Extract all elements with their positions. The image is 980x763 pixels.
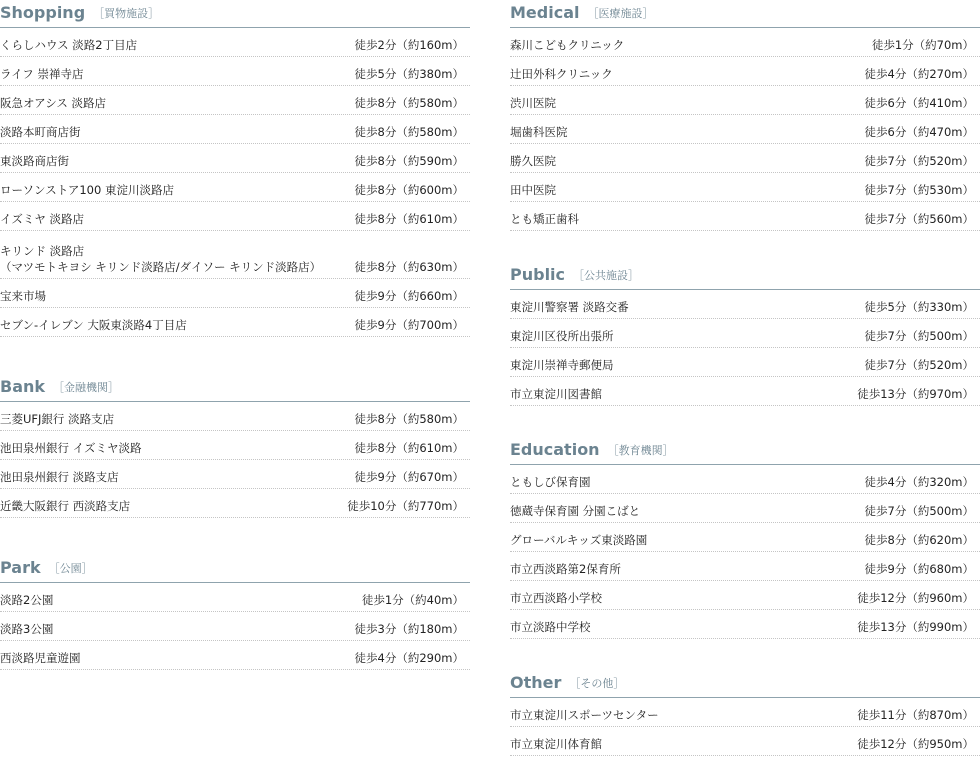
facility-name bbox=[510, 211, 579, 227]
walking-distance: 徒歩6分（約470m） bbox=[864, 125, 974, 139]
walking-distance: 徒歩7分（約520m） bbox=[864, 358, 974, 372]
list-item bbox=[0, 144, 470, 173]
facility-name bbox=[0, 650, 81, 666]
walking-distance: 徒歩7分（約520m） bbox=[864, 154, 974, 168]
facility-name-line: 淡路本町商店街 bbox=[0, 125, 81, 139]
facility-name-line: 徳蔵寺保育園 分園こばと bbox=[510, 504, 641, 518]
facility-name bbox=[0, 153, 69, 169]
list-item bbox=[0, 202, 470, 231]
facility-name-line: 渋川医院 bbox=[510, 96, 556, 110]
walking-distance: 徒歩7分（約530m） bbox=[864, 183, 974, 197]
facility-name-line: 東淀川区役所出張所 bbox=[510, 329, 614, 343]
facility-name bbox=[510, 707, 659, 723]
walking-distance: 徒歩8分（約590m） bbox=[354, 154, 464, 168]
facility-name-line: とも矯正歯科 bbox=[510, 212, 579, 226]
facility-name bbox=[510, 736, 602, 752]
facility-name bbox=[510, 95, 556, 111]
facility-name bbox=[0, 95, 106, 111]
section-other bbox=[510, 670, 980, 756]
list-item bbox=[510, 57, 980, 86]
list-item bbox=[510, 115, 980, 144]
section-bank bbox=[0, 374, 470, 518]
facility-name-line: 森川こどもクリニック bbox=[510, 38, 625, 52]
list-item bbox=[0, 308, 470, 337]
facility-name-line: 市立淡路中学校 bbox=[510, 620, 591, 634]
walking-distance: 徒歩4分（約270m） bbox=[864, 67, 974, 81]
list-item bbox=[510, 28, 980, 57]
list-item bbox=[0, 173, 470, 202]
facility-name-line: グローバルキッズ東淡路園 bbox=[510, 533, 648, 547]
section-subtitle: ［公共施設］ bbox=[573, 269, 640, 282]
facility-name bbox=[510, 37, 624, 53]
walking-distance: 徒歩8分（約610m） bbox=[354, 212, 464, 226]
facility-name-line: 淡路3公園 bbox=[0, 622, 54, 636]
facility-name-line: 池田泉州銀行 イズミヤ淡路 bbox=[0, 441, 142, 455]
section-title: Public bbox=[510, 265, 566, 284]
list-item bbox=[0, 231, 470, 279]
section-title: Education bbox=[510, 440, 600, 459]
walking-distance: 徒歩5分（約380m） bbox=[354, 67, 464, 81]
walking-distance: 徒歩7分（約500m） bbox=[864, 329, 974, 343]
facility-name-line: 市立東淀川スポーツセンター bbox=[510, 708, 659, 722]
facility-name-line: 西淡路児童遊園 bbox=[0, 651, 81, 665]
list-item bbox=[0, 641, 470, 670]
facility-name bbox=[0, 211, 84, 227]
section-gap bbox=[0, 518, 470, 555]
walking-distance: 徒歩7分（約500m） bbox=[864, 504, 974, 518]
section-gap bbox=[510, 231, 980, 262]
facility-name bbox=[0, 621, 53, 637]
facility-name bbox=[510, 66, 613, 82]
walking-distance: 徒歩12分（約960m） bbox=[857, 591, 974, 605]
facility-name bbox=[510, 299, 629, 315]
walking-distance: 徒歩11分（約870m） bbox=[857, 708, 974, 722]
list-item bbox=[510, 86, 980, 115]
list-item bbox=[510, 319, 980, 348]
facility-name-line: 勝久医院 bbox=[510, 154, 556, 168]
facility-name-line: イズミヤ 淡路店 bbox=[0, 212, 85, 226]
facility-name-line: セブン-イレブン 大阪東淡路4丁目店 bbox=[0, 318, 187, 332]
list-item bbox=[510, 173, 980, 202]
section-subtitle: ［買物施設］ bbox=[93, 7, 160, 20]
list-item bbox=[510, 377, 980, 406]
list-item bbox=[510, 610, 980, 639]
walking-distance: 徒歩10分（約770m） bbox=[347, 499, 464, 513]
walking-distance: 徒歩3分（約180m） bbox=[354, 622, 464, 636]
walking-distance: 徒歩9分（約700m） bbox=[354, 318, 464, 332]
section-gap bbox=[510, 406, 980, 437]
section-header bbox=[510, 0, 980, 28]
facility-name bbox=[0, 66, 83, 82]
section-education bbox=[510, 437, 980, 639]
facility-name bbox=[0, 243, 321, 275]
walking-distance: 徒歩13分（約990m） bbox=[857, 620, 974, 634]
section-public bbox=[510, 262, 980, 406]
facility-name-line: 宝来市場 bbox=[0, 289, 46, 303]
list-item bbox=[510, 290, 980, 319]
section-title: Other bbox=[510, 673, 562, 692]
walking-distance: 徒歩8分（約620m） bbox=[864, 533, 974, 547]
facility-name-line: 市立西淡路第2保育所 bbox=[510, 562, 621, 576]
facility-name-line: 辻田外科クリニック bbox=[510, 67, 613, 81]
walking-distance: 徒歩6分（約410m） bbox=[864, 96, 974, 110]
list-item bbox=[510, 727, 980, 756]
walking-distance: 徒歩13分（約970m） bbox=[857, 387, 974, 401]
walking-distance: 徒歩8分（約610m） bbox=[354, 441, 464, 455]
walking-distance: 徒歩4分（約290m） bbox=[354, 651, 464, 665]
section-subtitle: ［教育機関］ bbox=[607, 444, 674, 457]
list-item bbox=[510, 523, 980, 552]
facility-name-line: 近畿大阪銀行 西淡路支店 bbox=[0, 499, 131, 513]
section-subtitle: ［金融機関］ bbox=[53, 381, 120, 394]
list-item bbox=[510, 202, 980, 231]
walking-distance: 徒歩8分（約580m） bbox=[354, 412, 464, 426]
facility-name-line: ライフ 崇禅寺店 bbox=[0, 67, 84, 81]
facility-name-line: キリンド 淡路店 bbox=[0, 244, 85, 258]
facility-name bbox=[0, 37, 137, 53]
section-title: Park bbox=[0, 558, 41, 577]
left-column bbox=[0, 0, 470, 670]
list-item bbox=[510, 465, 980, 494]
facility-name bbox=[510, 590, 602, 606]
walking-distance: 徒歩8分（約580m） bbox=[354, 96, 464, 110]
facility-name bbox=[510, 182, 556, 198]
walking-distance: 徒歩9分（約680m） bbox=[864, 562, 974, 576]
facility-name bbox=[510, 561, 621, 577]
facility-name bbox=[0, 498, 130, 514]
section-shopping bbox=[0, 0, 470, 337]
facility-name bbox=[0, 182, 174, 198]
section-header bbox=[510, 437, 980, 465]
facility-name bbox=[0, 288, 46, 304]
walking-distance: 徒歩8分（約630m） bbox=[354, 260, 464, 274]
walking-distance: 徒歩7分（約560m） bbox=[864, 212, 974, 226]
walking-distance: 徒歩2分（約160m） bbox=[354, 38, 464, 52]
facility-name bbox=[0, 592, 53, 608]
list-item bbox=[510, 348, 980, 377]
facility-name-line: 東淀川警察署 淡路交番 bbox=[510, 300, 629, 314]
facility-name-line: くらしハウス 淡路2丁目店 bbox=[0, 38, 138, 52]
section-park bbox=[0, 555, 470, 670]
walking-distance: 徒歩8分（約580m） bbox=[354, 125, 464, 139]
facility-name-line: 淡路2公園 bbox=[0, 593, 54, 607]
walking-distance: 徒歩5分（約330m） bbox=[864, 300, 974, 314]
walking-distance: 徒歩4分（約320m） bbox=[864, 475, 974, 489]
list-item bbox=[0, 279, 470, 308]
facility-name-line: ともしび保育園 bbox=[510, 475, 591, 489]
facility-name-line: 田中医院 bbox=[510, 183, 556, 197]
walking-distance: 徒歩1分（約40m） bbox=[361, 593, 464, 607]
walking-distance: 徒歩1分（約70m） bbox=[871, 38, 974, 52]
facility-name bbox=[0, 411, 114, 427]
facility-name bbox=[510, 124, 568, 140]
list-item bbox=[510, 144, 980, 173]
section-title: Bank bbox=[0, 377, 46, 396]
facility-name bbox=[510, 386, 602, 402]
facility-name-line: ローソンストア100 東淀川淡路店 bbox=[0, 183, 174, 197]
list-item bbox=[510, 581, 980, 610]
facility-name-line: 三菱UFJ銀行 淡路支店 bbox=[0, 412, 115, 426]
section-medical bbox=[510, 0, 980, 231]
list-item bbox=[510, 494, 980, 523]
walking-distance: 徒歩9分（約660m） bbox=[354, 289, 464, 303]
facility-name bbox=[510, 328, 614, 344]
facility-name-line: 東淀川崇禅寺郵便局 bbox=[510, 358, 614, 372]
list-item bbox=[0, 431, 470, 460]
list-item bbox=[0, 115, 470, 144]
list-item bbox=[0, 460, 470, 489]
section-header bbox=[0, 555, 470, 583]
section-header bbox=[0, 374, 470, 402]
facility-name-line: 市立東淀川図書館 bbox=[510, 387, 602, 401]
facility-name bbox=[510, 153, 556, 169]
section-title: Shopping bbox=[0, 3, 86, 22]
facility-name-line: 池田泉州銀行 淡路支店 bbox=[0, 470, 119, 484]
list-item bbox=[0, 402, 470, 431]
section-header bbox=[510, 262, 980, 290]
section-subtitle: ［公園］ bbox=[48, 562, 93, 575]
facility-name-detail: （マツモトキヨシ キリンド淡路店/ダイソー キリンド淡路店） bbox=[0, 260, 322, 274]
section-gap bbox=[510, 639, 980, 670]
facility-name-line: 市立東淀川体育館 bbox=[510, 737, 602, 751]
section-header bbox=[0, 0, 470, 28]
section-subtitle: ［その他］ bbox=[569, 677, 625, 690]
facility-name bbox=[510, 503, 640, 519]
walking-distance: 徒歩8分（約600m） bbox=[354, 183, 464, 197]
section-title: Medical bbox=[510, 3, 580, 22]
list-item bbox=[0, 28, 470, 57]
right-column bbox=[510, 0, 980, 756]
facility-name-line: 阪急オアシス 淡路店 bbox=[0, 96, 107, 110]
facility-name-line: 堀歯科医院 bbox=[510, 125, 568, 139]
facility-name bbox=[510, 474, 591, 490]
section-subtitle: ［医療施設］ bbox=[587, 7, 654, 20]
facility-name bbox=[0, 317, 187, 333]
facility-name bbox=[510, 357, 614, 373]
facility-name bbox=[0, 469, 119, 485]
walking-distance: 徒歩12分（約950m） bbox=[857, 737, 974, 751]
facility-name bbox=[510, 532, 647, 548]
facility-name bbox=[0, 440, 142, 456]
list-item bbox=[0, 583, 470, 612]
section-gap bbox=[0, 337, 470, 374]
list-item bbox=[510, 698, 980, 727]
facility-name bbox=[510, 619, 591, 635]
facility-name-line: 市立西淡路小学校 bbox=[510, 591, 602, 605]
list-item bbox=[0, 612, 470, 641]
list-item bbox=[0, 57, 470, 86]
list-item bbox=[510, 552, 980, 581]
facility-name-line: 東淡路商店街 bbox=[0, 154, 69, 168]
facility-name bbox=[0, 124, 81, 140]
list-item bbox=[0, 489, 470, 518]
list-item bbox=[0, 86, 470, 115]
walking-distance: 徒歩9分（約670m） bbox=[354, 470, 464, 484]
section-header bbox=[510, 670, 980, 698]
